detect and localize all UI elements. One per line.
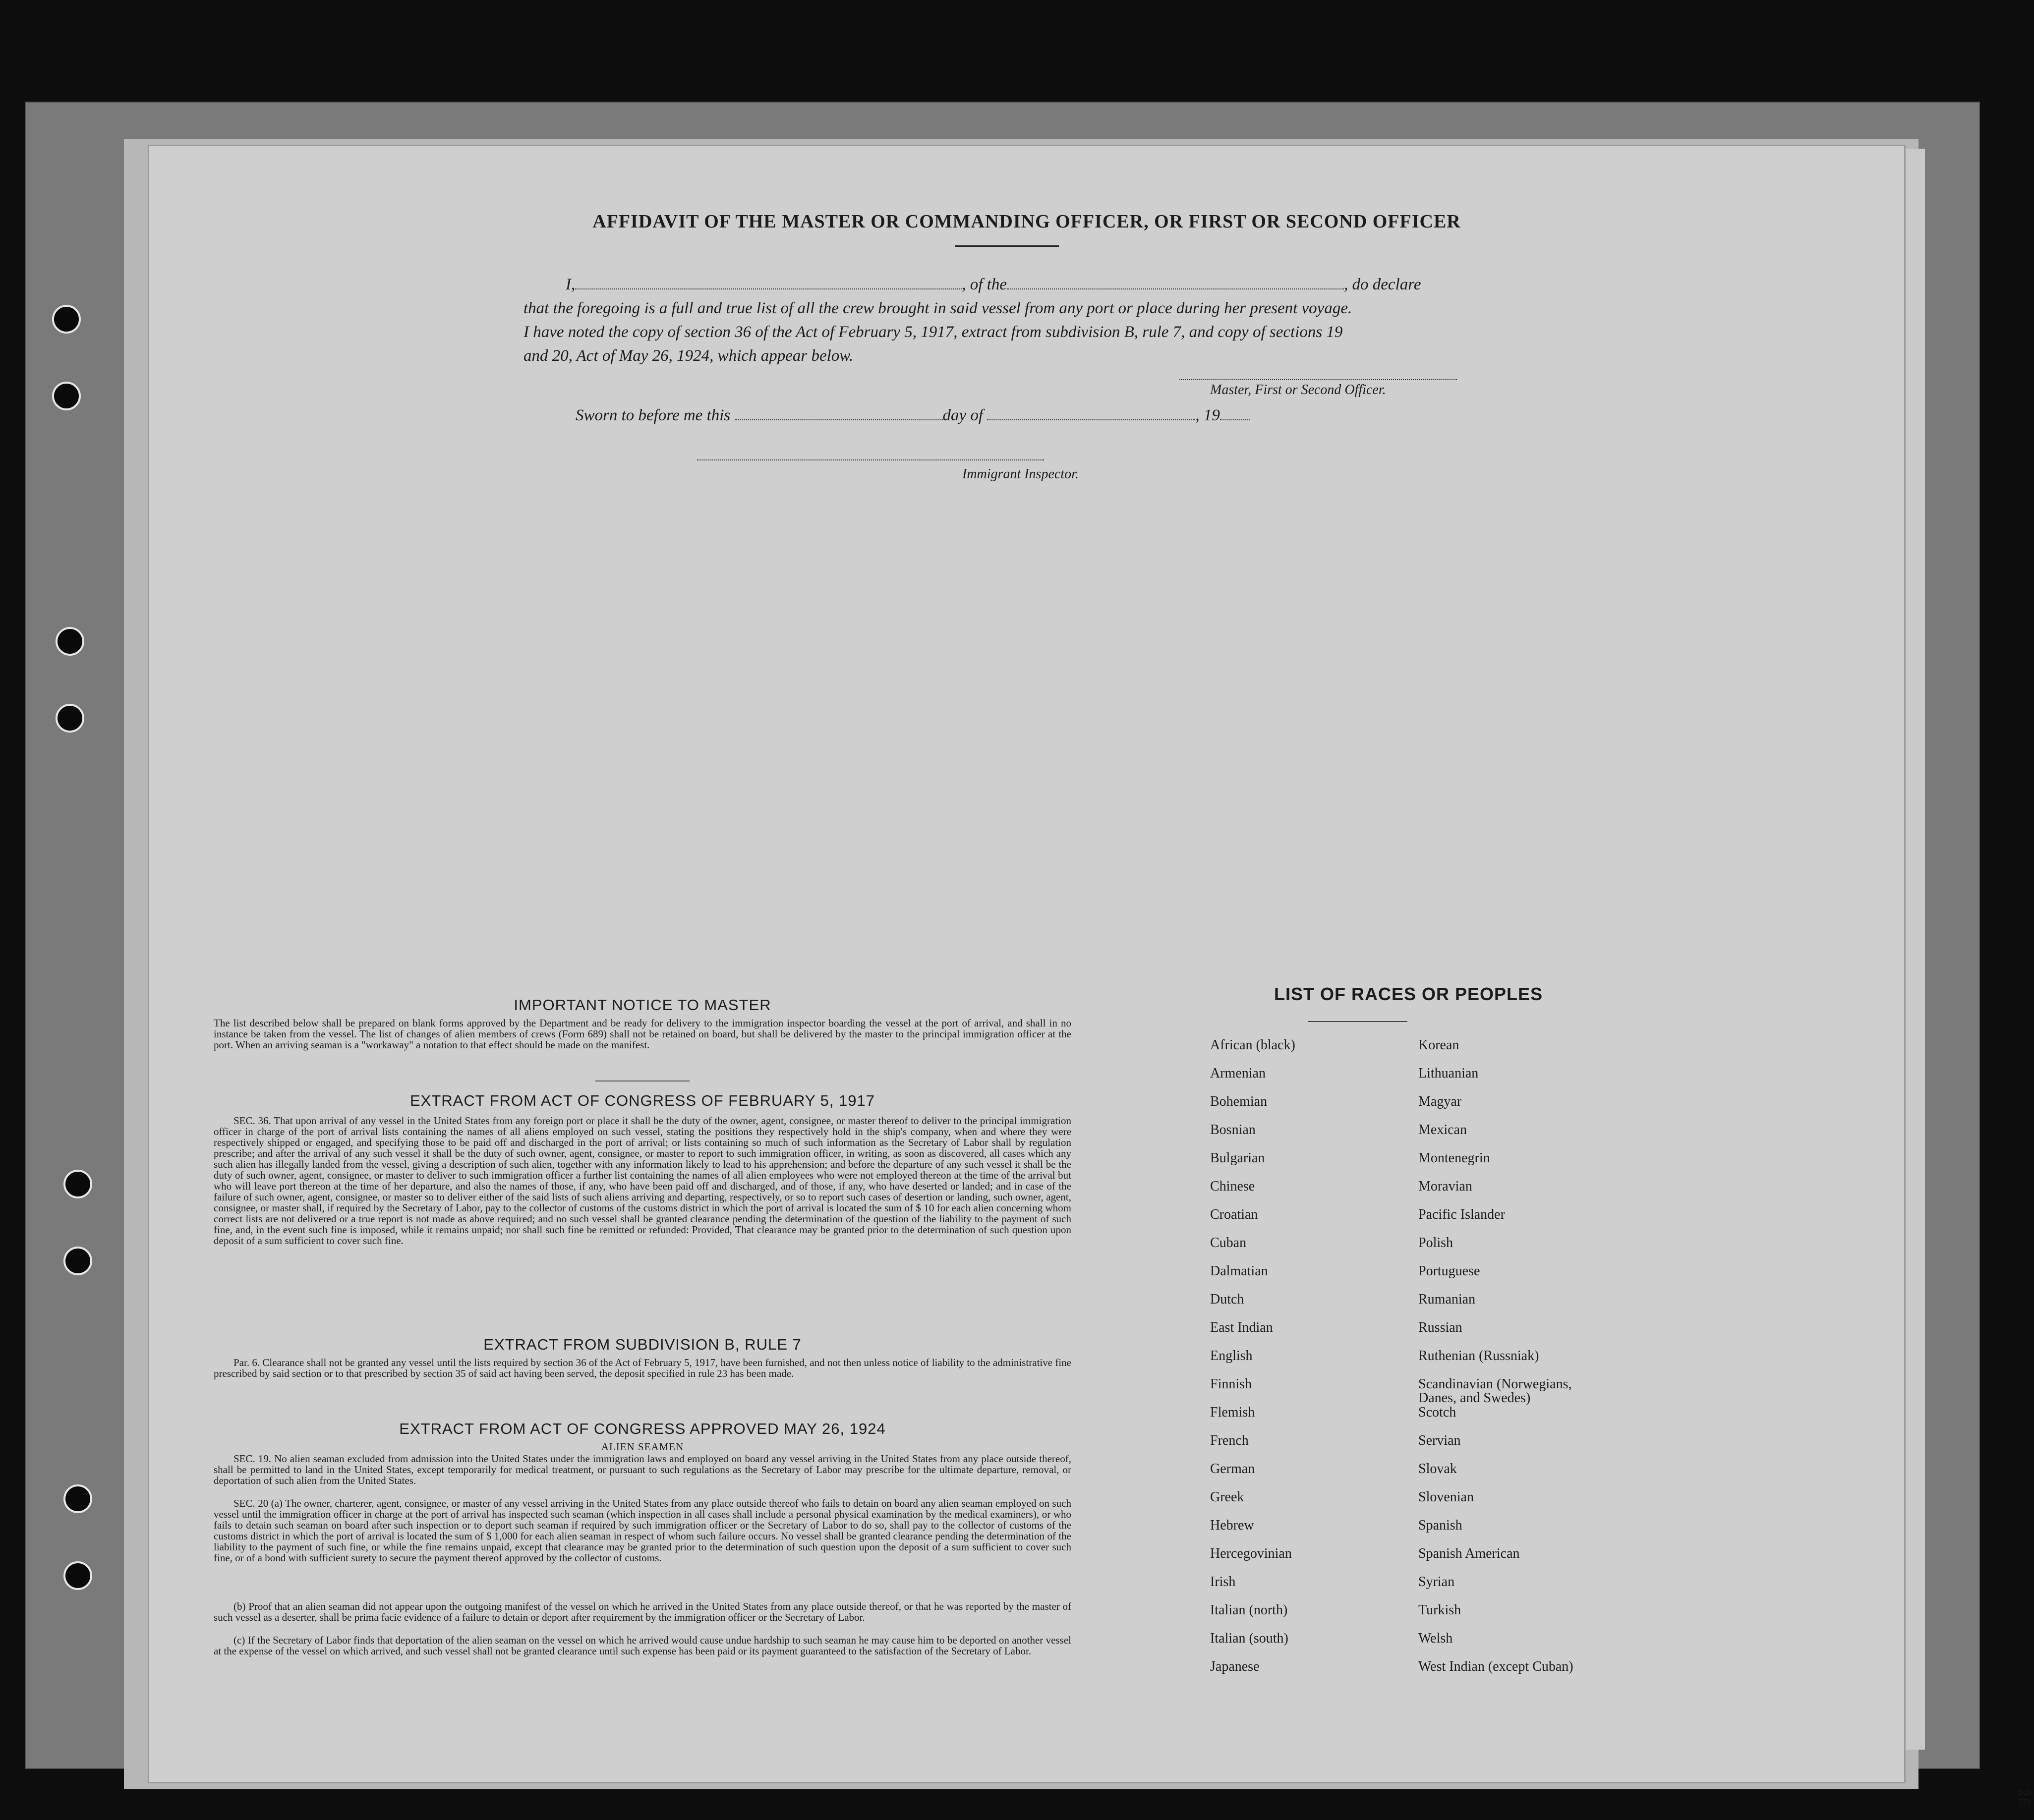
binder-hole-icon	[63, 1247, 92, 1275]
master-signature-label: Master, First or Second Officer.	[1210, 382, 1386, 398]
race-item: English	[1210, 1348, 1253, 1364]
race-item: Russian	[1418, 1320, 1462, 1335]
notice-title: IMPORTANT NOTICE TO MASTER	[514, 996, 771, 1014]
name-field[interactable]	[575, 279, 962, 289]
race-item: Italian (south)	[1210, 1631, 1288, 1646]
race-item: Portuguese	[1418, 1263, 1480, 1279]
race-item: Flemish	[1210, 1405, 1255, 1420]
sworn-day-field[interactable]	[735, 409, 943, 420]
race-item: Welsh	[1418, 1631, 1453, 1646]
race-item: Ruthenian (Russniak)	[1418, 1348, 1539, 1364]
declaration-first-line	[523, 273, 1614, 296]
binder-hole-icon	[52, 305, 81, 334]
sec19-text: SEC. 19. No alien seaman excluded from admission into the United States under the immigration laws and employed on board any vessel arriving in the United States from any place outside thereof, shall be permitted to land in the United States, except temporarily for medical treatment, or pursuant to such regulations as the Secretary of Labor may prescribe for the ultimate departure, removal, or deportation of such alien from the United States.	[214, 1453, 1071, 1486]
race-item: Turkish	[1418, 1602, 1461, 1618]
alien-seamen-subtitle: ALIEN SEAMEN	[601, 1441, 684, 1453]
binder-hole-icon	[56, 627, 84, 656]
race-item: Montenegrin	[1418, 1150, 1490, 1166]
races-left-column	[1210, 1038, 1295, 1688]
sworn-month-field[interactable]	[987, 409, 1195, 420]
races-title: LIST OF RACES OR PEOPLES	[1274, 984, 1543, 1004]
race-item: Finnish	[1210, 1376, 1252, 1392]
year-label: , 19	[1195, 406, 1220, 424]
form-page	[148, 145, 2034, 1807]
of-the-label: , of the	[962, 276, 1007, 293]
title-divider	[955, 245, 1059, 247]
sworn-year-field[interactable]	[1220, 409, 1250, 420]
notice-text: The list described below shall be prepared on blank forms approved by the Department and be ready for delivery to the immigration inspector boarding the vessel at the port of arrival, and shall in no instance be taken from the vessel. The list of changes of alien members of crews (Form 689) shall not be retained on board, but shall be delivered by the master to the principal immigration officer at the port. When an arriving seaman is a "workaway" a notation to that effect should be made on the manifest.	[214, 1017, 1071, 1051]
affidavit-title: AFFIDAVIT OF THE MASTER OR COMMANDING OFFICER, OR FIRST OR SECOND OFFICER	[592, 211, 1461, 232]
race-item: Syrian	[1418, 1574, 1455, 1590]
race-item: Rumanian	[1418, 1292, 1476, 1307]
extract-1924-title: EXTRACT FROM ACT OF CONGRESS APPROVED MAY 26, 1924	[399, 1420, 886, 1437]
race-item: Lithuanian	[1418, 1066, 1479, 1081]
race-item: Spanish American	[1418, 1546, 1520, 1561]
binder-hole-icon	[63, 1484, 92, 1513]
race-item: Magyar	[1418, 1094, 1462, 1109]
inspector-signature-field[interactable]	[697, 459, 1044, 460]
race-item: African (black)	[1210, 1037, 1295, 1053]
binder-hole-icon	[63, 1170, 92, 1198]
race-item: East Indian	[1210, 1320, 1273, 1335]
races-divider	[1308, 1021, 1407, 1022]
race-item: Cuban	[1210, 1235, 1247, 1251]
race-item: West Indian (except Cuban)	[1418, 1659, 1573, 1674]
i-label: I,	[566, 276, 576, 293]
race-item: Bosnian	[1210, 1122, 1256, 1138]
race-item: Irish	[1210, 1574, 1236, 1590]
race-item: Scotch	[1418, 1405, 1456, 1420]
race-item: Italian (north)	[1210, 1602, 1288, 1618]
race-item: German	[1210, 1461, 1255, 1477]
race-item: Spanish	[1418, 1518, 1462, 1533]
race-item: Dalmatian	[1210, 1263, 1268, 1279]
sec20c-text: (c) If the Secretary of Labor finds that deportation of the alien seaman on the vessel on which he arrived would cause undue hardship to such seaman he may cause him to be deported on another vessel at the expense of the vessel on which arrived, and such vessel shall not be granted clearance until such expense has been paid or its payment guaranteed to the satisfaction of the Secretary of Labor.	[214, 1634, 1071, 1657]
extract-1917-text: SEC. 36. That upon arrival of any vessel in the United States from any foreign port or place it shall be the duty of the owner, agent, consignee, or master thereof to deliver to the principal immigration officer in charge of the port of arrival lists containing the names of all aliens employed on such vessel, stating the positions they respectively hold in the ship's company, when and where they were respectively shipped or engaged, and specifying those to be paid off and discharged in the port of arrival; or lists containing so much of such information as the Secretary of Labor shall by regulation prescribe; and after the arrival of any such vessel it shall be the duty of such owner, agent, consignee, or master to report to such immigration officer, in writing, as soon as discovered, all cases which any such alien has illegally landed from the vessel, giving a description of such alien, together with any information likely to lead to his apprehension; and before the departure of any such vessel it shall be the duty of such owner, agent, consignee, or master to deliver to such immigration officer a further list containing the names of all alien employees who were not employed thereon at the time of the arrival but who will leave port thereon at the time of her departure, and also the names of those, if any, who have been paid off and discharged, and of those, if any, who have deserted or landed; and in case of the failure of such owner, agent, consignee, or master so to deliver either of the said lists of such aliens arriving and departing, respectively, or so to report such cases of desertion or landing, such owner, agent, consignee, or master shall, if required by the Secretary of Labor, pay to the collector of customs of the customs district in which the port of arrival is located the sum of $ 10 for each alien concerning whom correct lists are not delivered or a true report is not made as above required; and no such vessel shall be granted clearance pending the determination of the question of the liability to the payment of such fine, and, in the event such fine is imposed, while it remains unpaid; nor shall such fine be remitted or refunded: Provided, That clearance may be granted prior to the determination of such question upon deposit of a sum sufficient to cover such fine.	[214, 1115, 1071, 1247]
sec20b-text: (b) Proof that an alien seaman did not appear upon the outgoing manifest of the vessel on which he arrived in the United States from any place outside thereof, or that he was reported by the master of such vessel as a deserter, shall be prima facie evidence of a failure to detain or deport after requirement by the immigration officer or the Secretary of Labor.	[214, 1600, 1071, 1623]
inspector-signature-label: Immigrant Inspector.	[962, 466, 1079, 482]
vessel-field[interactable]	[1007, 279, 1344, 289]
races-right-column	[1418, 1038, 1573, 1688]
sworn-line	[576, 406, 1250, 425]
race-item: Japanese	[1210, 1659, 1260, 1674]
schedule-number: Sch. 571	[2018, 1787, 2034, 1807]
race-item: Chinese	[1210, 1179, 1255, 1194]
race-item: Pacific Islander	[1418, 1207, 1505, 1222]
declaration-line: and 20, Act of May 26, 1924, which appear below.	[523, 347, 854, 365]
sec20a-text: SEC. 20 (a) The owner, charterer, agent, consignee, or master of any vessel arriving in the United States from any place outside thereof who fails to detain on board any alien seaman employed on such vessel until the immigration officer in charge at the port of arrival has inspected such seaman (which inspection in all cases shall include a personal physical examination by the medical examiners), or who fails to detain such seaman on board after such inspection or to deport such seaman if required by such immigration officer or the Secretary of Labor to do so, shall pay to the collector of customs of the customs district in which the port of arrival is located the sum of $ 1,000 for each alien seaman in respect of whom such failure occurs. No vessel shall be granted clearance pending the determination of the liability to the payment of such fine, or while the fine remains unpaid, except that clearance may be granted prior to the determination of such question upon the deposit of a sum sufficient to cover such fine, or of a bond with sufficient surety to secure the payment thereof approved by the collector of customs.	[214, 1497, 1071, 1564]
declaration-line: that the foregoing is a full and true list of all the crew brought in said vessel from any port or place during her present voyage.	[523, 299, 1352, 317]
sworn-label: Sworn to before me this	[576, 406, 731, 424]
race-item: Hercegovinian	[1210, 1546, 1292, 1561]
race-item: Polish	[1418, 1235, 1453, 1251]
binder-hole-icon	[52, 382, 81, 410]
declaration-text	[523, 273, 1614, 368]
race-item: Hebrew	[1210, 1518, 1254, 1533]
race-item: Slovak	[1418, 1461, 1457, 1477]
do-declare-label: , do declare	[1343, 276, 1421, 293]
extract-rule7-text: Par. 6. Clearance shall not be granted any vessel until the lists required by section 36 of the Act of February 5, 1917, have been furnished, and not then unless notice of liability to the administrative fine prescribed by said section or to that prescribed by section 35 of said act having been served, the deposit specified in rule 23 has been made.	[214, 1357, 1071, 1379]
race-item: Servian	[1418, 1433, 1461, 1448]
day-of-label: day of	[942, 406, 984, 424]
binder-hole-icon	[56, 704, 84, 733]
race-item: Greek	[1210, 1489, 1244, 1505]
race-item: French	[1210, 1433, 1249, 1448]
race-item: Korean	[1418, 1037, 1459, 1053]
race-item: Scandinavian (Norwegians, Danes, and Swedes)	[1418, 1376, 1572, 1406]
declaration-line: I have noted the copy of section 36 of the Act of February 5, 1917, extract from subdivision B, rule 7, and copy of sections 19	[523, 323, 1343, 341]
race-item: Slovenian	[1418, 1489, 1474, 1505]
race-item: Bohemian	[1210, 1094, 1268, 1109]
race-item: Croatian	[1210, 1207, 1258, 1222]
extract-1917-title: EXTRACT FROM ACT OF CONGRESS OF FEBRUARY 5, 1917	[409, 1092, 875, 1109]
race-item: Mexican	[1418, 1122, 1467, 1138]
binder-hole-icon	[63, 1561, 92, 1590]
race-item: Bulgarian	[1210, 1150, 1265, 1166]
master-signature-field[interactable]	[1179, 379, 1457, 380]
extract-rule7-title: EXTRACT FROM SUBDIVISION B, RULE 7	[483, 1336, 802, 1353]
race-item: Armenian	[1210, 1066, 1266, 1081]
race-item: Dutch	[1210, 1292, 1244, 1307]
race-item: Moravian	[1418, 1179, 1472, 1194]
